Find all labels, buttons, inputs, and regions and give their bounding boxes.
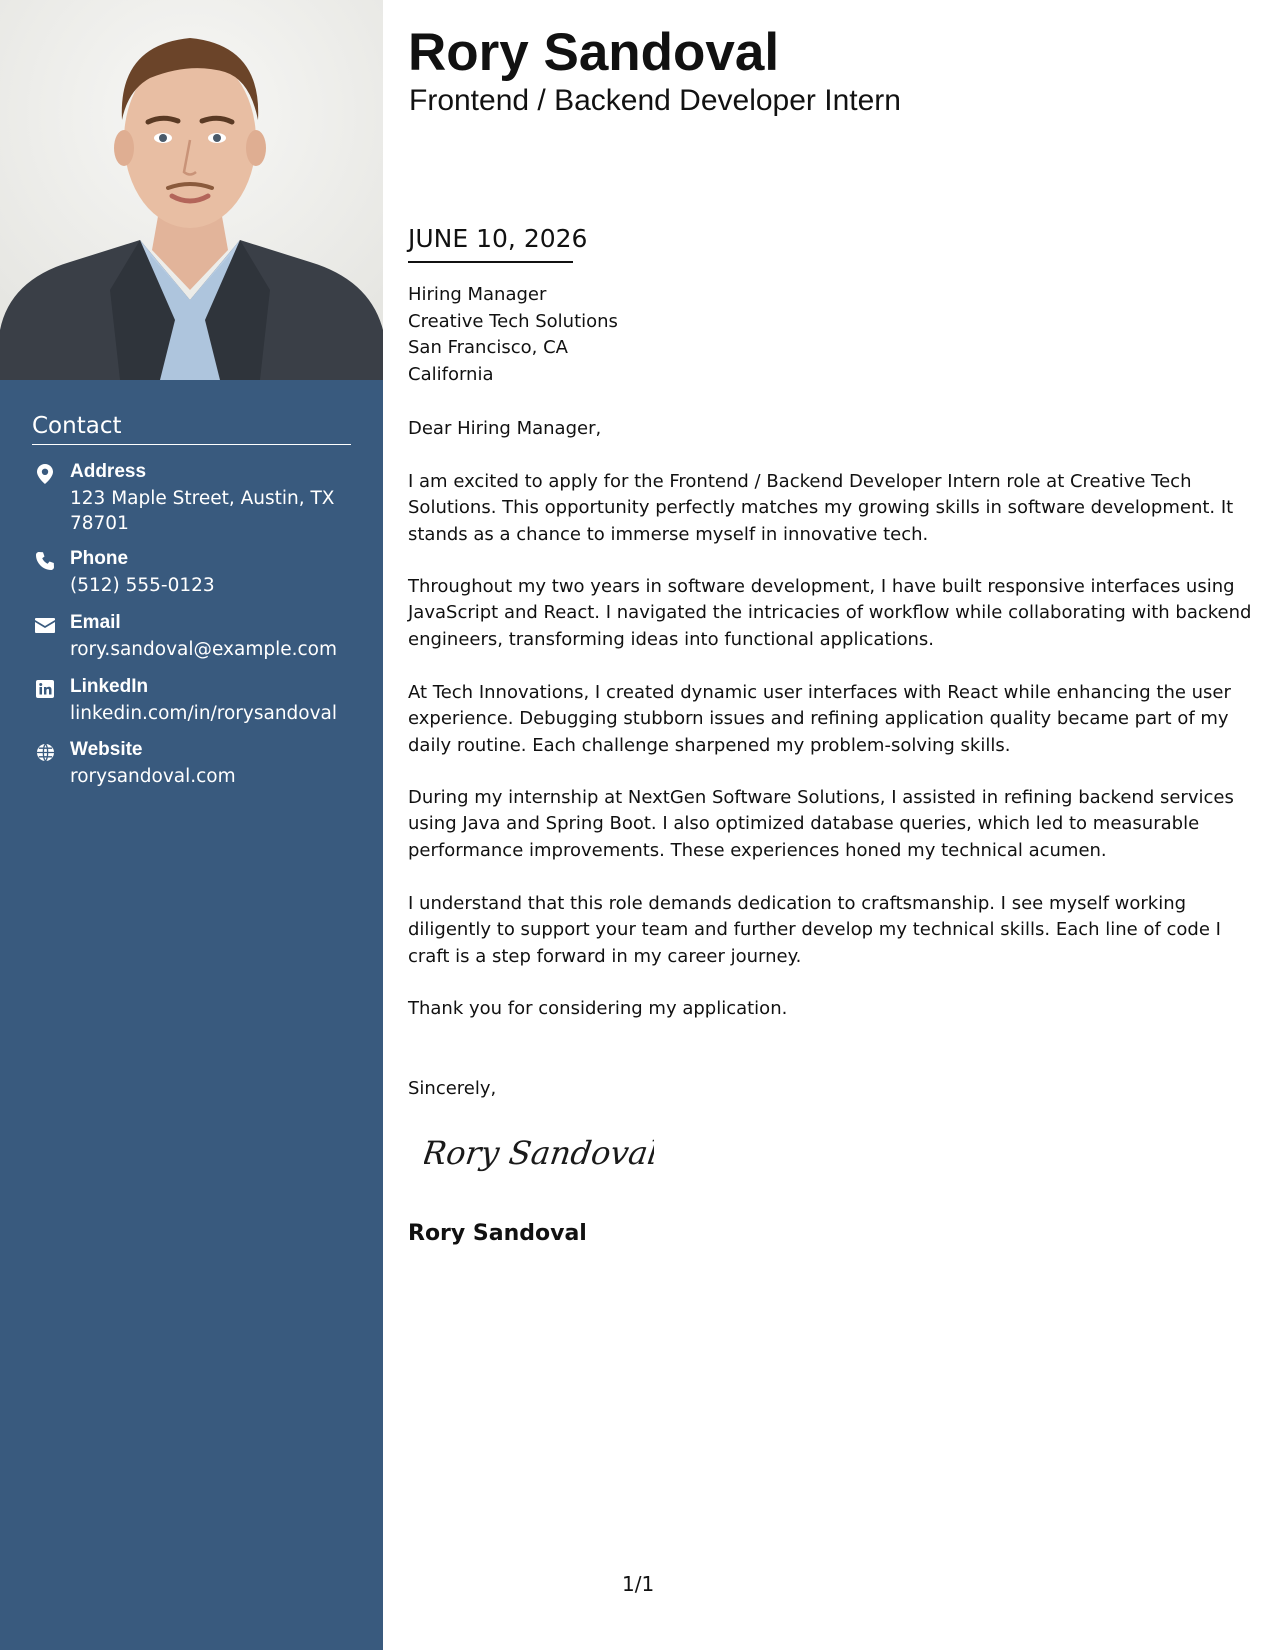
- candidate-role: Frontend / Backend Developer Intern: [409, 84, 901, 117]
- contact-divider: [32, 444, 351, 445]
- email-value[interactable]: rory.sandoval@example.com: [70, 639, 338, 660]
- letter-paragraph: I am excited to apply for the Frontend / Backend Developer Intern role at Creative Tech Solutions. This opportunity perfectly matches my growing skills in software development. It stands as a chance to immerse myself in innovative tech.: [408, 471, 1234, 545]
- website-value[interactable]: rorysandoval.com: [70, 766, 236, 787]
- letter-paragraph: I understand that this role demands dedication to craftsmanship. I see myself working diligently to support your team and further develop my technical skills. Each line of code I craft is a step forward in my career journey.: [408, 893, 1221, 967]
- recipient-line: California: [408, 363, 494, 385]
- recipient-line: Creative Tech Solutions: [408, 310, 618, 332]
- salutation: Dear Hiring Manager,: [408, 418, 602, 439]
- globe-icon: [32, 741, 58, 763]
- svg-text:Rory Sandoval: Rory Sandoval: [424, 1134, 654, 1172]
- recipient-line: Hiring Manager: [408, 284, 547, 305]
- envelope-icon: [32, 614, 58, 636]
- letter-date: JUNE 10, 2026: [408, 224, 588, 253]
- phone-value: (512) 555-0123: [70, 575, 215, 596]
- signed-name: Rory Sandoval: [408, 1221, 587, 1246]
- letter-paragraph: During my internship at NextGen Software Solutions, I assisted in refining backend services using Java and Spring Boot. I also optimized database queries, which led to measurable performance improvements. These experiences honed my technical acumen.: [408, 787, 1234, 861]
- letter-paragraph: At Tech Innovations, I created dynamic user interfaces with React while enhancing the user experience. Debugging stubborn issues and refining application quality became part of my daily routine. Each challenge sharpened my problem-solving skills.: [408, 682, 1231, 756]
- sidebar: [0, 0, 383, 1650]
- linkedin-value[interactable]: linkedin.com/in/rorysandoval: [70, 703, 338, 724]
- recipient-block: [408, 282, 618, 388]
- date-underline: [408, 261, 573, 263]
- map-pin-icon: [32, 463, 58, 485]
- candidate-name: Rory Sandoval: [408, 23, 780, 82]
- email-label: Email: [70, 612, 121, 633]
- recipient-line: San Francisco, CA: [408, 337, 568, 358]
- contact-heading: Contact: [32, 413, 122, 439]
- letter-paragraph: Throughout my two years in software development, I have built responsive interfaces using JavaScript and React. I navigated the intricacies of workflow while collaborating with backend engineers, transforming ideas into functional applications.: [408, 576, 1252, 650]
- website-label: Website: [70, 739, 143, 760]
- phone-label: Phone: [70, 548, 129, 569]
- profile-photo: [0, 0, 383, 380]
- address-value: 123 Maple Street, Austin, TX 78701: [70, 488, 335, 534]
- linkedin-label: LinkedIn: [70, 676, 149, 697]
- closing: Sincerely,: [408, 1078, 497, 1099]
- page-number: 1/1: [622, 1572, 655, 1596]
- address-label: Address: [70, 461, 147, 482]
- linkedin-icon: [32, 678, 58, 700]
- letter-paragraph: Thank you for considering my application.: [408, 998, 788, 1019]
- handwritten-signature: [424, 1128, 654, 1183]
- phone-icon: [32, 550, 58, 572]
